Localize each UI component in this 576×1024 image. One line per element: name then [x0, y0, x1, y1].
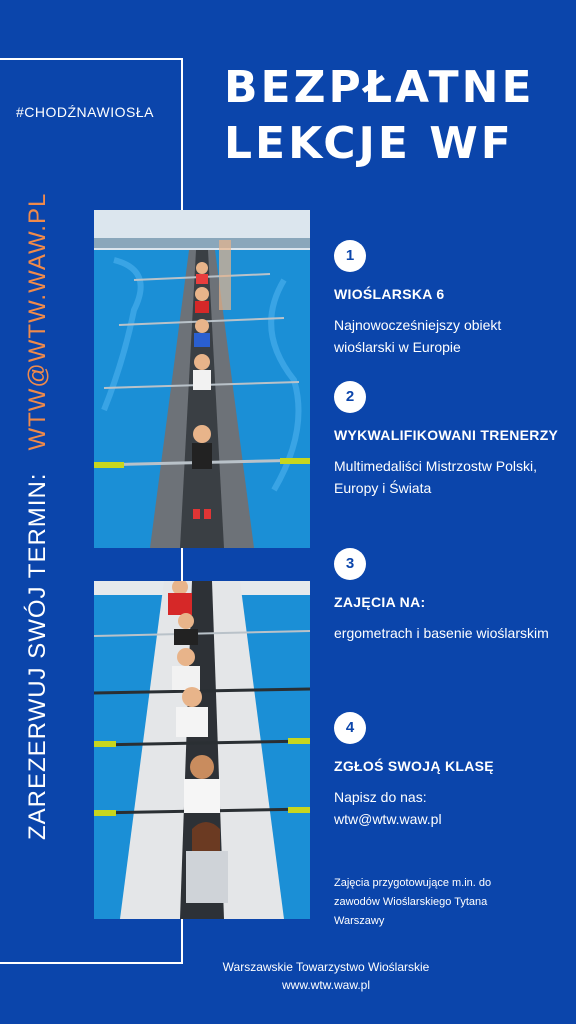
competition-note: Zajęcia przygotowujące m.in. do zawodów Wioślarskiego Tytana Warszawy: [334, 877, 492, 927]
rowing-tank-photo-1: [94, 210, 310, 548]
feature-coaches: [334, 381, 564, 499]
step-number-badge: 1: [334, 240, 366, 272]
page-title: [224, 60, 554, 172]
footer: [200, 958, 452, 994]
footer-org-name: Warszawskie Towarzystwo Wioślarskie: [222, 960, 430, 974]
feature-classes: [334, 548, 564, 644]
feature-signup: [334, 712, 564, 830]
title-line-2: LEKCJE WF: [224, 118, 514, 169]
reservation-label: ZAREZERWUJ SWÓJ TERMIN:: [24, 472, 51, 840]
reservation-email-link[interactable]: WTW@WTW.WAW.PL: [24, 192, 51, 451]
footer-website-link[interactable]: www.wtw.waw.pl: [281, 978, 371, 992]
title-line-1: BEZPŁATNE: [224, 62, 535, 113]
reservation-cta: [24, 193, 52, 840]
signup-email-link[interactable]: wtw@wtw.waw.pl: [334, 811, 442, 827]
feature-description: [334, 786, 564, 830]
feature-title: ZAJĘCIA NA:: [334, 594, 426, 610]
rowing-tank-photo-2: [94, 581, 310, 919]
hashtag: #CHODŹNAWIOSŁA: [16, 104, 154, 120]
step-number-badge: 2: [334, 381, 366, 413]
feature-description: Najnowocześniejszy obiekt wioślarski w Europie: [334, 317, 502, 355]
feature-title: WIOŚLARSKA 6: [334, 286, 445, 302]
step-number-badge: 3: [334, 548, 366, 580]
step-number-badge: 4: [334, 712, 366, 744]
signup-prompt: Napisz do nas:: [334, 789, 427, 805]
feature-title: WYKWALIFIKOWANI TRENERZY: [334, 427, 559, 443]
feature-facility: [334, 240, 564, 358]
feature-description: ergometrach i basenie wioślarskim: [334, 625, 549, 641]
feature-description: Multimedaliści Mistrzostw Polski, Europy i Świata: [334, 458, 538, 496]
feature-title: ZGŁOŚ SWOJĄ KLASĘ: [334, 758, 494, 774]
